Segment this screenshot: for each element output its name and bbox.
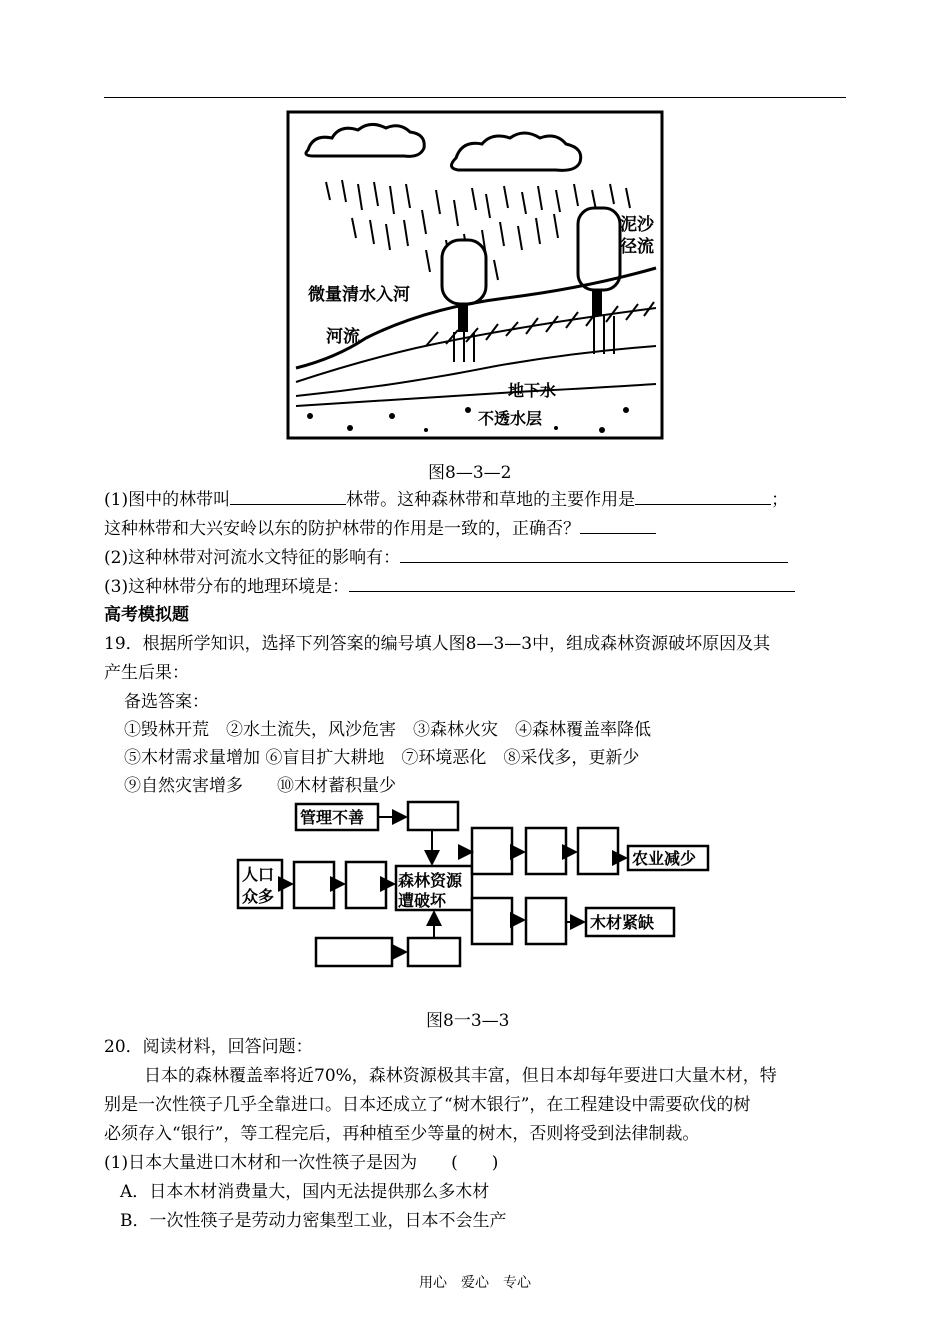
answer-blank[interactable] [230,488,346,505]
q20-option-b: B．一次性筷子是劳动力密集型工业，日本不会生产 [120,1211,507,1231]
blank-box[interactable] [472,828,512,874]
agri-label: 农业减少 [632,849,697,868]
blank-box[interactable] [316,938,392,966]
blank-box[interactable] [526,828,566,874]
q20-sub1: (1)日本大量进口木材和一次性筷子是因为 ( ) [104,1153,499,1173]
section-title: 高考模拟题 [104,605,189,625]
q19-line1: 19．根据所学知识，选择下列答案的编号填人图8—3—3中，组成森林资源破坏原因及其 [104,634,771,654]
flowchart [236,800,716,986]
q20-line1: 20．阅读材料，回答问题： [104,1037,313,1057]
answer-blank[interactable] [580,517,656,534]
clear-water-label: 微量清水入河 [308,285,410,305]
runoff-label-b: 径流 [620,237,654,257]
blank-box[interactable] [346,862,386,908]
river-label: 河流 [326,327,360,347]
population-label-1: 人口 [242,865,275,884]
blank-box[interactable] [294,862,334,908]
header-rule [104,97,846,98]
blank-box[interactable] [472,898,512,944]
blank-box[interactable] [578,828,618,874]
answer-blank[interactable] [635,488,771,505]
blank-box[interactable] [408,938,460,966]
q19-options-row2: ⑤木材需求量增加 ⑥盲目扩大耕地 ⑦环境恶化 ⑧采伐多，更新少 [124,748,640,768]
q19-options-title: 备选答案： [124,692,209,712]
question-part-1-cont: 这种林带和大兴安岭以东的防护林带的作用是一致的，正确否？ [104,517,656,540]
q20-para2: 别是一次性筷子几乎全靠进口。日本还成立了“树木银行”，在工程建设中需要砍伐的树 [104,1095,751,1115]
answer-blank[interactable] [400,546,788,563]
center-label-2: 遭破坏 [398,891,447,910]
q20-para3: 必须存入“银行”，等工程完后，再种植至少等量的树木，否则将受到法律制裁。 [104,1124,700,1144]
runoff-label-a: 泥沙 [620,215,654,235]
q19-line2: 产生后果： [104,663,189,683]
question-part-3: (3)这种林带分布的地理环境是： [104,575,795,598]
figure2-caption: 图8一3—3 [426,1011,510,1031]
blank-box[interactable] [408,802,458,830]
page-footer: 用心 爱心 专心 [419,1275,531,1291]
blank-box[interactable] [526,898,566,944]
q19-options-row1: ①毁林开荒 ②水土流失，风沙危害 ③森林火灾 ④森林覆盖率降低 [124,720,651,740]
answer-blank[interactable] [349,575,795,592]
mgmt-label: 管理不善 [300,808,365,827]
population-label-2: 众多 [242,887,275,906]
impermeable-label: 不透水层 [478,409,543,428]
question-part-1: (1)图中的林带叫 林带。这种森林带和草地的主要作用是 ； [104,490,789,510]
q20-para1: 日本的森林覆盖率将近70%，森林资源极其丰富，但日本却每年要进口大量木材，特 [144,1066,777,1086]
figure1-caption: 图8—3—2 [428,463,512,483]
q20-option-a: A．日本木材消费量大，国内无法提供那么多木材 [120,1182,490,1202]
shelterbelt-diagram [286,110,664,440]
groundwater-label: 地下水 [508,381,557,400]
center-label-1: 森林资源 [398,871,463,890]
question-part-2: (2)这种林带对河流水文特征的影响有： [104,546,788,569]
q19-options-row3: ⑨自然灾害增多 ⑩木材蓄积量少 [124,776,396,796]
wood-label: 木材紧缺 [590,913,655,932]
